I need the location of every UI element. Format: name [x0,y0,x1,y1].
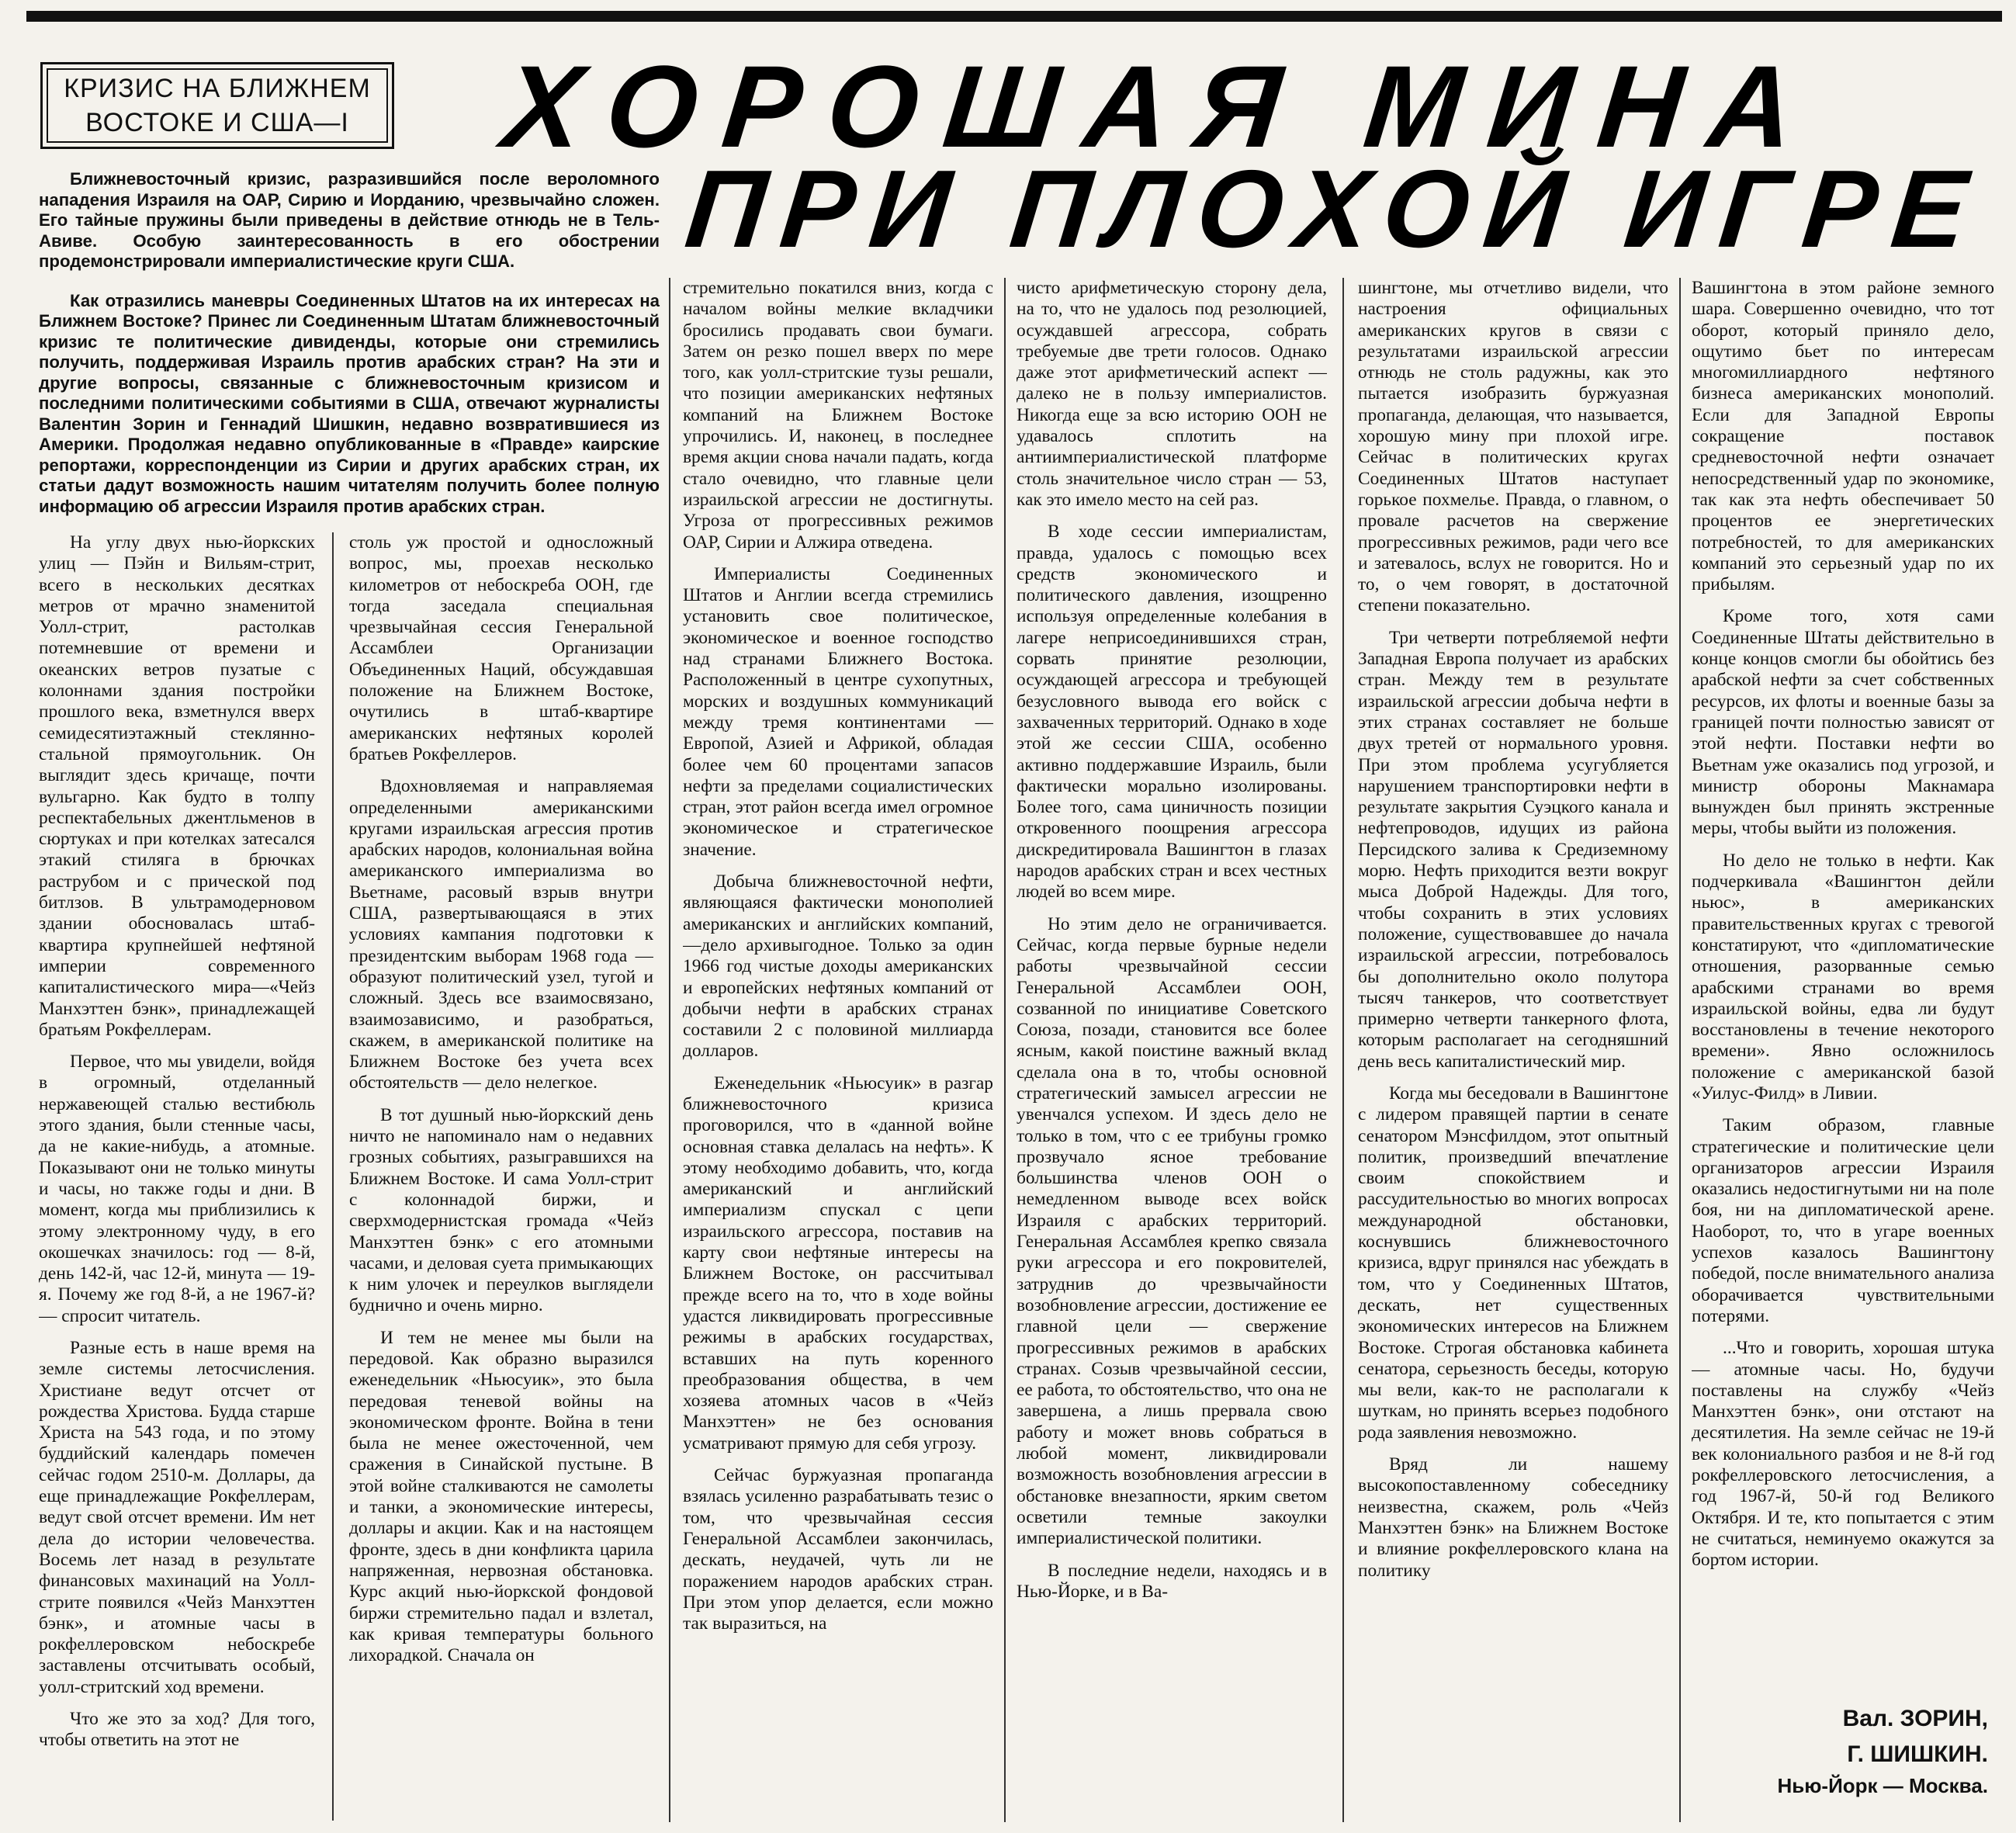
paragraph: В ходе сессии империалистам, правда, удалось с помощью всех средств экономического и политического давления, изощренно используя определенные колебания в лагере неприсоединившихся стран, сорвать принятие резолюции, осуждающей агрессора и требующей безусловного вывода его войск с захваченных территорий. Однако в ходе этой же сессии США, особенно активно поддержавшие Израиль, были фактически морально изолированы. Более того, сама циничность позиции откровенного поощрения агрессора дискредитировала Вашингтон в глазах народов арабских стран и всех честных людей во всем мире. [1017,521,1327,903]
lead-paragraph: Ближневосточный кризис, разразившийся после вероломного нападения Израиля на ОАР, Сирию и Иорданию, чрезвычайно сложен. Его тайные пружины были приведены в действие отнюдь не в Тель-Авиве. Особую заинтересованность в его обострении продемонстрировали империалистические круги США. [39,169,660,271]
column-divider [1342,278,1344,1822]
paragraph: В тот душный нью-йоркский день ничто не напоминало нам о недавних грозных событиях, разыгравшихся на Ближнем Востоке. И сама Уолл-стрит с колоннадой биржи, и сверхмодернистская громада «Чейз Манхэттен бэнк» с его атомными часами, и деловая суета примыкающих к ним улочек и переулков выглядели буднично и очень мирно. [349,1104,653,1316]
article-column-4 [1017,278,1327,1822]
paragraph: Таким образом, главные стратегические и политические цели организаторов агрессии Израиля оказались недостигнутыми ни на поле боя, ни на дипломатической арене. Наоборот, то, что в угаре военных успехов казалось Вашингтону победой, после внимательного анализа оборачивается чувствительными потерями. [1692,1115,1994,1326]
lead-paragraphs [39,169,660,535]
paragraph: Когда мы беседовали в Вашингтоне с лидером правящей партии в сенате сенатором Мэнсфилдом, этот опытный политик, произведший впечатление своим спокойствием и рассудительностью во многих вопросах международной обстановки, коснувшись ближневосточного кризиса, вдруг принялся нас убеждать в том, что у Соединенных Штатов, дескать, нет существенных экономических интересов на Ближнем Востоке. Строгая обстановка кабинета сенатора, серьезность беседы, которую мы вели, как-то не располагали к шуткам, но принять всерьез подобного рода заявления невозможно. [1358,1083,1668,1443]
paragraph: И тем не менее мы были на передовой. Как образно выразился еженедельник «Ньюсуик», это была передовая теневой войны на экономическом фронте. Война в тени была не менее ожесточенной, чем сражения в Синайской пустыне. В этой войне сталкиваются не самолеты и танки, а экономические интересы, доллары и акции. Как и на настоящем фронте, здесь в дни конфликта царила напряженная, нервозная обстановка. Курс акций нью-йоркской фондовой биржи стремительно падал и взлетал, как кривая температуры больного лихорадкой. Сначала он [349,1327,653,1666]
article-column-1 [39,532,315,1821]
paragraph: Что же это за ход? Для того, чтобы ответить на этот не [39,1709,315,1751]
paragraph: Кроме того, хотя сами Соединенные Штаты действительно в конце концов смогли бы обойтись без арабской нефти за счет собственных ресурсов, их флоты и военные базы за границей почти полностью зависят от этой нефти. Поставки нефти во Вьетнам уже оказались под угрозой, и министр обороны Макнамара вынужден был принять экстренные меры, чтобы выйти из положения. [1692,606,1994,839]
paragraph: Но этим дело не ограничивается. Сейчас, когда первые бурные недели работы чрезвычайной сессии Генеральной Ассамблеи ООН, созванной по инициативе Советского Союза, позади, становится все более ясным, какой поистине важный вклад сделала она в то, чтобы основной стратегический замысел агрессии не увенчался успехом. И здесь дело не только в том, что с ее трибуны громко прозвучало ясное требование большинства членов ООН о немедленном выводе всех войск Израиля с арабских территорий. Генеральная Ассамблея крепко связала руки агрессора и его покровителей, затруднив до чрезвычайности возобновление агрессии, достижение ее главной цели — свержение прогрессивных режимов в арабских странах. Созыв чрезвычайной сессии, ее работа, то обстоятельство, что она не завершена, а лишь прервала свою работу и может вновь собраться в любой момент, ликвидировали возможность возобновления агрессии в обстановке внезапности, ярким светом осветили темные закоулки империалистической политики. [1017,913,1327,1549]
paragraph: Еженедельник «Ньюсуик» в разгар ближневосточного кризиса проговорился, что в «данной войне основная ставка делалась на нефть». К этому необходимо добавить, что, когда американский и английский империализм спускал с цепи израильского агрессора, поставив на карту свои нефтяные интересы на Ближнем Востоке, он рассчитывал прежде всего на то, что в ходе войны удастся ликвидировать прогрессивные режимы в арабских государствах, вставших на путь коренного преобразования общества, в чем хозяева атомных часов в «Чейз Манхэттен» не без основания усматривают прямую для себя угрозу. [683,1072,993,1454]
headline-line-2: ПРИ ПЛОХОЙ ИГРЕ [680,147,1989,271]
column-divider [1679,278,1681,1822]
paragraph: стремительно покатился вниз, когда с началом войны мелкие вкладчики бросились продавать свои бумаги. Затем он резко пошел вверх по мере того, как уолл-стритские тузы решали, что позиции американских нефтяных компаний на Ближнем Востоке упрочились. И, наконец, в последнее время акции снова начали падать, когда стало очевидно, что главные цели израильской агрессии не достигнуты. Угроза от прогрессивных режимов ОАР, Сирии и Алжира отведена. [683,278,993,553]
lead-paragraph: Как отразились маневры Соединенных Штатов на их интересах на Ближнем Востоке? Принес ли Соединенным Штатам ближневосточный кризис те политические дивиденды, которые они стремились получить, поддерживая Израиль против арабских стран? На эти и другие вопросы, связанные с ближневосточным кризисом и последними политическими событиями в США, отвечают журналисты Валентин Зорин и Геннадий Шишкин, недавно возвратившиеся из Америки. Продолжая недавно опубликованные в «Правде» каирские репортажи, корреспонденции из Сирии и других арабских стран, их статьи дадут возможность нашим читателям получить более полную информацию об агрессии Израиля против арабских стран. [39,290,660,516]
article-column-6 [1692,278,1994,1690]
paragraph: Вряд ли нашему высокопоставленному собеседнику неизвестна, скажем, роль «Чейз Манхэттен бэнк» на Ближнем Востоке и влияние рокфеллеровского клана на политику [1358,1454,1668,1581]
paragraph: Сейчас буржуазная пропаганда взялась усиленно разрабатывать тезис о том, что чрезвычайная сессия Генеральной Ассамблеи закончилась, дескать, неудачей, чуть ли не поражением народов арабских стран. При этом упор делается, если можно так выразиться, на [683,1465,993,1634]
paragraph: Но дело не только в нефти. Как подчеркивала «Вашингтон дейли ньюс», в американских правительственных кругах с тревогой констатируют, что «дипломатические отношения, разорванные семью арабскими странами во время израильской войны, едва ли будут восстановлены в течение некоторого времени». Явно осложнилось положение с американской базой «Уилус-Филд» в Ливии. [1692,850,1994,1104]
column-divider [332,532,334,1821]
paragraph: Первое, что мы увидели, войдя в огромный, отделанный нержавеющей сталью вестибюль этого здания, были стенные часы, да не какие-нибудь, а атомные. Показывают они не только минуты и часы, но также годы и дни. В момент, когда мы приблизились к этому электронному чуду, в его окошечках значилось: год — 8-й, день 142-й, час 12-й, минута — 19-я. Почему же год 8-й, а не 1967-й? — спросит читатель. [39,1052,315,1326]
paragraph: В последние недели, находясь и в Нью-Йорке, и в Ва- [1017,1560,1327,1602]
paragraph: На углу двух нью-йоркских улиц — Пэйн и Вильям-стрит, всего в нескольких десятках метров от мрачно знаменитой Уолл-стрит, растолкав потемневшие от времени и океанских ветров пузатые с колоннами здания постройки прошлого века, взметнулся вверх семидесятиэтажный стеклянно-стальной прямоугольник. Он выглядит здесь кричаще, почти вульгарно. Как будто в толпу респектабельных джентльменов в сюртуках и при котелках затесался этакий стиляга в брючках раструбом и с прической под битлзов. В ультрамодерновом здании обосновалась штаб-квартира крупнейшей нефтяной империи современного капиталистического мира—«Чейз Манхэттен бэнк», принадлежащей братьям Рокфеллерам. [39,532,315,1040]
rubric-box [40,62,394,149]
paragraph: Добыча ближневосточной нефти, являющаяся фактически монополией американских и английских компаний,—дело архивыгодное. Только за один 1966 год чистые доходы американских и европейских нефтяных компаний от добычи нефти в арабских странах составили 2 с половиной миллиарда долларов. [683,871,993,1062]
paragraph: чисто арифметическую сторону дела, на то, что не удалось под резолюцией, осуждавшей агрессора, собрать требуемые две трети голосов. Однако даже этот арифметический аспект — далеко не в пользу империалистов. Никогда еще за всю историю ООН не удавалось сплотить на антиимпериалистической платформе столь значительное число стран — 53, как это имело место на сей раз. [1017,278,1327,510]
top-rule [26,11,2002,22]
author-name: Вал. ЗОРИН, [1842,1706,1988,1731]
article-column-3 [683,278,993,1822]
paragraph: Вашингтона в этом районе земного шара. Совершенно очевидно, что тот оборот, который приняло дело, ощутимо бьет по интересам многомиллиардного нефтяного бизнеса американских монополий. Если для Западной Европы сокращение поставок средневосточной нефти означает непосредственный удар по экономике, так как эта нефть обеспечивает 50 процентов ее энергетических потребностей, то для американских компаний это серьезный удар по их прибылям. [1692,278,1994,595]
rubric-label: КРИЗИС НА БЛИЖНЕМ ВОСТОКЕ И США—I [47,68,388,143]
paragraph: Три четверти потребляемой нефти Западная Европа получает из арабских стран. Между тем в результате израильской агрессии добыча нефти в этих странах составляет не больше двух третей от нормального уровня. При этом проблема усугубляется нарушением транспортировки нефти в результате закрытия Суэцкого канала и нефтепроводов, идущих из района Персидского залива к Средиземному морю. Нефть приходится везти вокруг мыса Доброй Надежды. Для того, чтобы сохранить в этих условиях положение, существовавшее до начала израильской агрессии, потребовалось бы дополнительно около полутора тысяч танкеров, что соответствует примерно четверти танкерного флота, которым располагает на сегодняшний день весь капиталистический мир. [1358,627,1668,1072]
paragraph: Империалисты Соединенных Штатов и Англии всегда стремились установить свое политическое, экономическое и военное господство над странами Ближнего Востока. Расположенный в центре сухопутных, морских и воздушных коммуникаций между тремя континентами — Европой, Азией и Африкой, обладая более чем 60 процентами запасов нефти за пределами социалистических стран, этот район всегда имел огромное экономическое и стратегическое значение. [683,563,993,860]
article-column-5 [1358,278,1668,1822]
headline-line-1: ХОРОШАЯ МИНА [497,41,1827,172]
paragraph: ...Что и говорить, хорошая штука — атомные часы. Но, будучи поставлены на службу «Чейз Манхэттен бэнк», они отстают на десятилетия. На земле сейчас не 19-й век колониального разбоя и не 8-й год рокфеллеровского летосчисления, а год 1967-й, 50-й год Великого Октября. И те, кто попытается с этим не считаться, неминуемо окажутся за бортом истории. [1692,1338,1994,1571]
dateline-place: Нью-Йорк — Москва. [1777,1774,1988,1797]
paragraph: шингтоне, мы отчетливо видели, что настроения официальных американских кругов в связи с результатами израильской агрессии отнюдь не столь радужны, как это пытается изобразить буржуазная пропаганда, делающая, что называется, хорошую мину при плохой игре. Сейчас в политических кругах Соединенных Штатов наступает горькое похмелье. Правда, о главном, о провале расчетов на свержение прогрессивных режимов, ради чего все и затевалось, вслух не говорится. Но и то, о чем говорят, в достаточной степени показательно. [1358,278,1668,616]
paragraph: Вдохновляемая и направляемая определенными американскими кругами израильская агрессия против арабских народов, колониальная война американского империализма во Вьетнаме, расовый взрыв внутри США, развертывающаяся в этих условиях кампания подготовки к президентским выборам 1968 года — образуют политический узел, тугой и сложный. Здесь все взаимосвязано, взаимозависимо, и разобраться, скажем, в американской политике на Ближнем Востоке без учета всех обстоятельств — дело нелегкое. [349,776,653,1093]
column-divider [1004,278,1006,1822]
article-column-2 [349,532,653,1821]
author-name: Г. ШИШКИН. [1847,1741,1988,1767]
author-signature [1843,1701,1988,1772]
paragraph: столь уж простой и односложный вопрос, мы, проехав несколько километров от небоскреба ООН, где тогда заседала специальная чрезвычайная сессия Генеральной Ассамблеи Организации Объединенных Наций, обсуждавшая положение на Ближнем Востоке, очутились в штаб-квартире американских нефтяных королей братьев Рокфеллеров. [349,532,653,764]
paragraph: Разные есть в наше время на земле системы летосчисления. Христиане ведут отсчет от рождества Христова. Будда старше Христа на 543 года, и по этому буддийский календарь помечен сейчас годом 2510-м. Доллары, да еще принадлежащие Рокфеллерам, ведут свой отсчет времени. Им нет дела до истории человечества. Восемь лет назад в результате финансовых махинаций на Уолл-стрите появился «Чейз Манхэттен бэнк», и атомные часы в рокфеллеровском небоскребе заставлены отсчитывать особый, уолл-стритский ход времени. [39,1337,315,1697]
column-divider [669,278,670,1822]
